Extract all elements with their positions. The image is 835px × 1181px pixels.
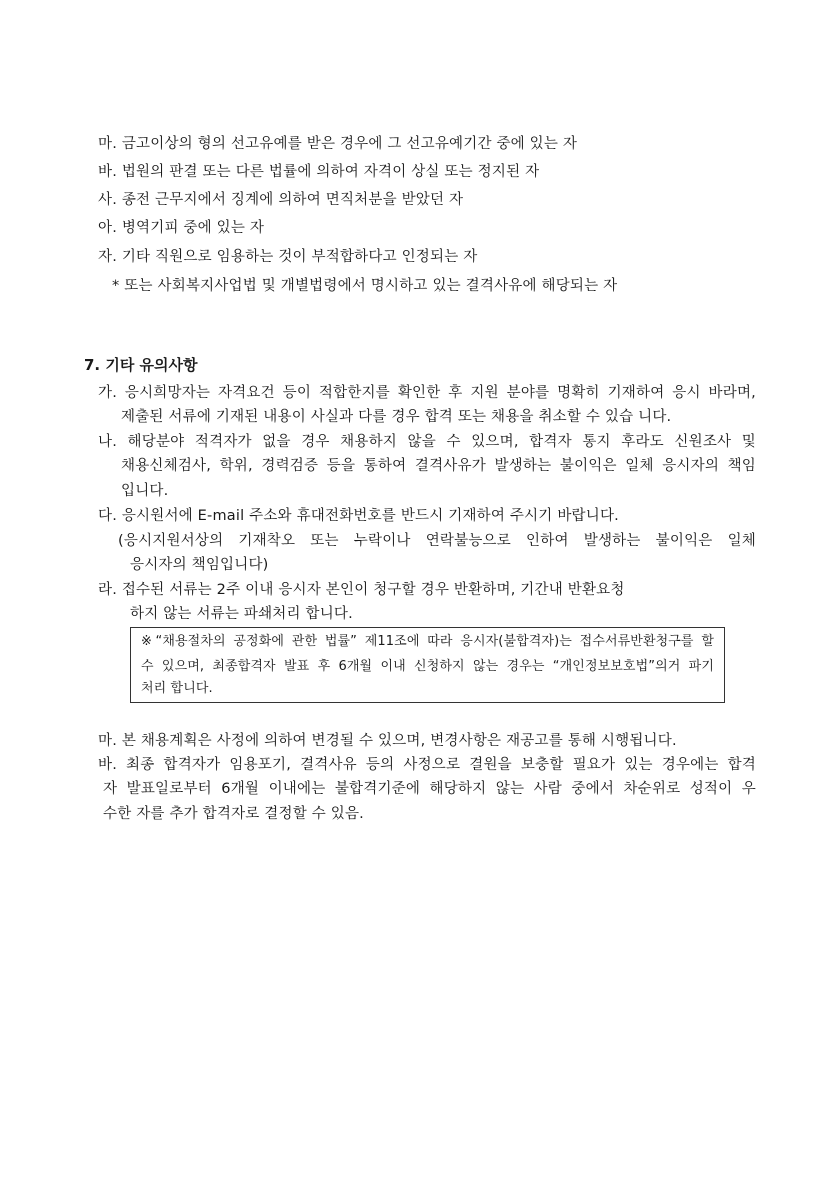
legal-notice-line2: 수 있으며, 최종합격자 발표 후 6개월 이내 신청하지 않는 경우는 “개인정보보호법”의거 파기: [141, 659, 714, 674]
notice-item-na-line1: 나. 해당분야 적격자가 없을 경우 채용하지 않을 수 있으며, 합격자 통지 후라도 신원조사 및: [98, 434, 756, 450]
disqualification-note: * 또는 사회복지사업법 및 개별법령에서 명시하고 있는 결격사유에 해당되는 자: [112, 278, 618, 294]
disqualification-item-sa: 사. 종전 근무지에서 징계에 의하여 면직처분을 받았던 자: [98, 192, 464, 208]
notice-item-na-line3: 입니다.: [121, 483, 169, 499]
notice-item-ba-line3: 수한 자를 추가 합격자로 결정할 수 있음.: [103, 806, 364, 822]
disqualification-item-ba: 바. 법원의 판결 또는 다른 법률에 의하여 자격이 상실 또는 정지된 자: [98, 164, 540, 180]
legal-notice-box: [130, 627, 725, 703]
notice-item-na-line2: 채용신체검사, 학위, 경력검증 등을 통하여 결격사유가 발생하는 불이익은 일체 응시자의 책임: [121, 458, 756, 474]
disqualification-item-ma: 마. 금고이상의 형의 선고유예를 받은 경우에 그 선고유예기간 중에 있는 자: [98, 136, 578, 152]
notice-item-da-line1: 다. 응시원서에 E-mail 주소와 휴대전화번호를 반드시 기재하여 주시기 바랍니다.: [98, 508, 619, 524]
legal-notice-line1: ※“채용절차의 공정화에 관한 법률” 제11조에 따라 응시자(불합격자)는 접수서류반환청구를 할: [141, 634, 714, 649]
notice-item-ba-line2: 자 발표일로부터 6개월 이내에는 불합격기준에 해당하지 않는 사람 중에서 차순위로 성적이 우: [103, 781, 756, 797]
legal-notice-line3: 처리 합니다.: [141, 681, 213, 696]
disqualification-item-a: 아. 병역기피 중에 있는 자: [98, 220, 265, 236]
notice-item-ra-line1: 라. 접수된 서류는 2주 이내 응시자 본인이 청구할 경우 반환하며, 기간내 반환요청: [98, 582, 625, 598]
notice-item-ra-line2: 하지 않는 서류는 파쇄처리 합니다.: [130, 606, 353, 622]
notice-item-da-line2: (응시지원서상의 기재착오 또는 누락이나 연락불능으로 인하여 발생하는 불이익은 일체: [118, 533, 756, 549]
section-heading: 7. 기타 유의사항: [84, 356, 198, 374]
notice-item-ga-line1: 가. 응시희망자는 자격요건 등이 적합한지를 확인한 후 지원 분야를 명확히 기재하여 응시 바라며,: [98, 385, 756, 401]
notice-item-ma: 마. 본 채용계획은 사정에 의하여 변경될 수 있으며, 변경사항은 재공고를 통해 시행됩니다.: [98, 733, 677, 749]
notice-item-ga-line2: 제출된 서류에 기재된 내용이 사실과 다를 경우 합격 또는 채용을 취소할 수 있습 니다.: [121, 409, 672, 425]
notice-item-da-line3: 응시자의 책임입니다): [130, 557, 269, 573]
notice-item-ba-line1: 바. 최종 합격자가 임용포기, 결격사유 등의 사정으로 결원을 보충할 필요가 있는 경우에는 합격: [98, 757, 756, 773]
disqualification-item-ja: 자. 기타 직원으로 임용하는 것이 부적합하다고 인정되는 자: [98, 249, 478, 265]
